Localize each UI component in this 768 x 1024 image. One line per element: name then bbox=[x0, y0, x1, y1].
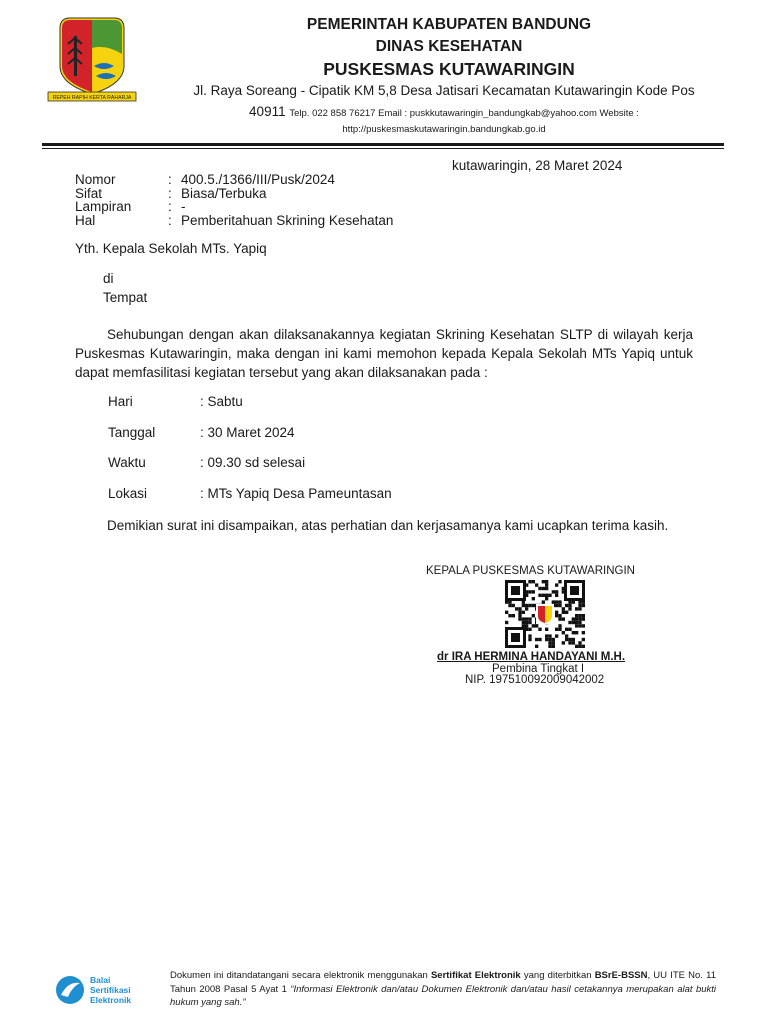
logo-motto: REPEH RAPIH KERTA RAHARJA bbox=[52, 95, 132, 101]
letterhead-address: Jl. Raya Soreang - Cipatik KM 5,8 Desa Jatisari Kecamatan Kutawaringin Kode Pos bbox=[193, 83, 695, 98]
signature-name: dr IRA HERMINA HANDAYANI M.H. bbox=[437, 651, 626, 663]
detail-key: Lokasi bbox=[108, 486, 148, 501]
meta-value: 400.5./1366/III/Pusk/2024 bbox=[181, 172, 335, 187]
letterhead-contact-line bbox=[150, 104, 738, 119]
detail-value: : 09.30 sd selesai bbox=[200, 455, 306, 470]
letterhead-rule-thin bbox=[42, 148, 724, 149]
letterhead-contact: Telp. 022 858 76217 Email : puskkutawaringin_bandungkab@yahoo.com Website : bbox=[289, 108, 639, 119]
letterhead-postcode: 40911 bbox=[249, 104, 286, 119]
body-paragraph-1: Sehubungan dengan akan dilaksanakannya kegiatan Skrining Kesehatan SLTP di wilayah kerja Puskesmas Kutawaringin, maka dengan ini kami memohon kepada Kepala Sekolah MTs Yapiq untuk dapat memfasilitasi kegiatan tersebut yang akan dilaksanakan pada : bbox=[75, 327, 693, 380]
detail-row-tanggal bbox=[108, 425, 295, 440]
signature-title: KEPALA PUSKESMAS KUTAWARINGIN bbox=[426, 565, 635, 577]
bsre-logo-text-1: Balai bbox=[90, 975, 111, 985]
footer-text: Dokumen ini ditandatangani secara elektronik menggunakan bbox=[170, 970, 431, 981]
footer-italic-quote: “Informasi Elektronik dan/atau Dokumen Elektronik dan/atau hasil cetakannya merupakan alat bukti hukum yang sah.” bbox=[170, 983, 717, 1008]
letter-meta bbox=[75, 173, 393, 227]
meta-row-lampiran: Lampiran : - bbox=[75, 199, 186, 214]
detail-row-hari bbox=[108, 394, 243, 409]
detail-value: : Sabtu bbox=[200, 394, 243, 409]
footer-bold-issuer: BSrE-BSSN bbox=[594, 970, 648, 981]
meta-value: - bbox=[181, 199, 186, 214]
detail-value: : 30 Maret 2024 bbox=[200, 425, 295, 440]
letterhead-line1: PEMERINTAH KABUPATEN BANDUNG bbox=[306, 16, 592, 33]
body-paragraph-2: Demikian surat ini disampaikan, atas perhatian dan kerjasamanya kami ucapkan terima kasih. bbox=[107, 518, 669, 533]
footer-text: yang diterbitkan bbox=[520, 970, 595, 981]
meta-row-hal: Hal : Pemberitahuan Skrining Kesehatan bbox=[75, 212, 394, 228]
footer-disclaimer bbox=[170, 969, 716, 1010]
bsre-logo bbox=[54, 973, 154, 1007]
letterhead-line3: PUSKESMAS KUTAWARINGIN bbox=[323, 59, 575, 79]
meta-key: Hal bbox=[75, 212, 96, 228]
addressee-di: di bbox=[103, 271, 114, 286]
letterhead-rule-thick bbox=[42, 143, 724, 146]
meta-row-nomor: Nomor : 400.5./1366/III/Pusk/2024 bbox=[75, 172, 335, 187]
qr-code-signature bbox=[505, 580, 585, 648]
detail-key: Hari bbox=[108, 394, 133, 409]
meta-row-sifat: Sifat : Biasa/Terbuka bbox=[75, 185, 267, 201]
letterhead-line2: DINAS KESEHATAN bbox=[375, 38, 523, 55]
letter-date: kutawaringin, 28 Maret 2024 bbox=[452, 158, 623, 173]
bsre-logo-text-2: Sertifikasi bbox=[90, 985, 131, 995]
detail-row-lokasi bbox=[108, 486, 392, 501]
letterhead-website: http://puskesmaskutawaringin.bandungkab.go.id bbox=[342, 124, 546, 135]
addressee: Yth. Kepala Sekolah MTs. Yapiq bbox=[75, 241, 267, 256]
meta-key: Sifat bbox=[75, 185, 103, 201]
detail-key: Tanggal bbox=[108, 425, 156, 440]
addressee-place: Tempat bbox=[103, 290, 148, 305]
bsre-logo-text-3: Elektronik bbox=[90, 995, 132, 1005]
detail-value: : MTs Yapiq Desa Pameuntasan bbox=[200, 486, 392, 501]
meta-value: Biasa/Terbuka bbox=[181, 185, 267, 201]
footer-bold-cert: Sertifikat Elektronik bbox=[430, 970, 521, 981]
detail-row-waktu bbox=[108, 455, 305, 470]
footer-text: , UU ITE No. 11 Tahun 2008 Pasal 5 Ayat 1 bbox=[170, 970, 716, 995]
meta-value: Pemberitahuan Skrining Kesehatan bbox=[181, 212, 394, 228]
signature-rank: Pembina Tingkat I bbox=[492, 663, 585, 675]
signature-nip: NIP. 197510092009042002 bbox=[465, 674, 605, 686]
meta-key: Nomor bbox=[75, 172, 116, 187]
detail-key: Waktu bbox=[108, 455, 146, 470]
kabupaten-bandung-logo bbox=[44, 14, 140, 104]
meta-key: Lampiran bbox=[75, 199, 132, 214]
